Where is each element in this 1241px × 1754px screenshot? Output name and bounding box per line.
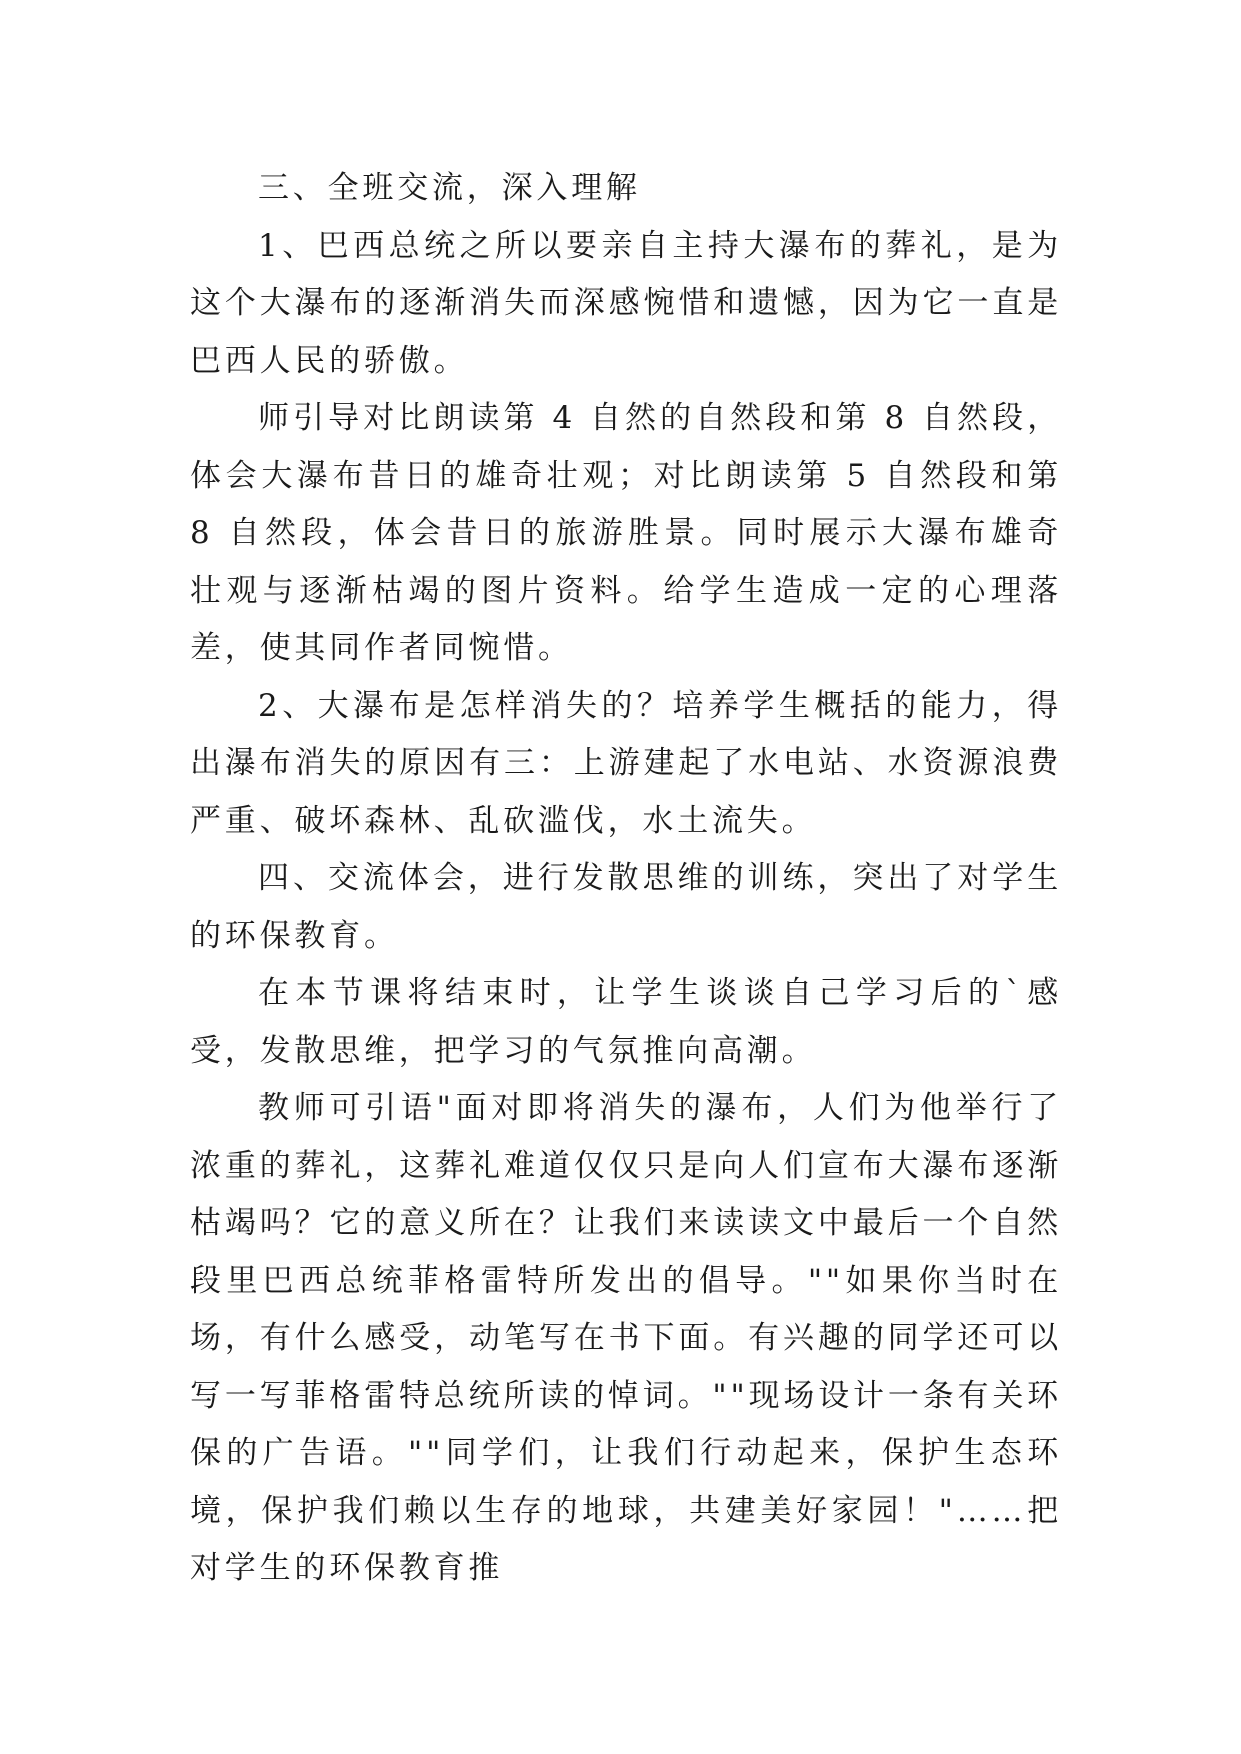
paragraph-class-ending: 在本节课将结束时，让学生谈谈自己学习后的`感受，发散思维，把学习的气氛推向高潮。 [190,975,1062,1069]
document-page [190,160,1062,1598]
paragraph-point-2: 2、大瀑布是怎样消失的？培养学生概括的能力，得出瀑布消失的原因有三：上游建起了水电站、水资源浪费严重、破坏森林、乱砍滥伐，水土流失。 [190,687,1062,839]
section-heading-four: 四、交流体会，进行发散思维的训练，突出了对学生的环保教育。 [190,860,1062,954]
section-heading-three: 三、全班交流，深入理解 [258,170,641,206]
paragraph-teacher-prompt: 教师可引语"面对即将消失的瀑布，人们为他举行了浓重的葬礼，这葬礼难道仅仅只是向人们宣布大瀑布逐渐枯竭吗？它的意义所在？让我们来读读文中最后一个自然段里巴西总统菲格雷特所发出的倡导。""如果你当时在场，有什么感受，动笔写在书下面。有兴趣的同学还可以写一写菲格雷特总统所读的悼词。""现场设计一条有关环保的广告语。""同学们，让我们行动起来，保护生态环境，保护我们赖以生存的地球，共建美好家园！"……把对学生的环保教育推 [190,1090,1062,1586]
paragraph-teacher-guide: 师引导对比朗读第 4 自然的自然段和第 8 自然段，体会大瀑布昔日的雄奇壮观；对比朗读第 5 自然段和第 8 自然段，体会昔日的旅游胜景。同时展示大瀑布雄奇壮观与逐渐枯竭的图片资料。给学生造成一定的心理落差，使其同作者同惋惜。 [190,400,1062,666]
paragraph-point-1: 1、巴西总统之所以要亲自主持大瀑布的葬礼，是为这个大瀑布的逐渐消失而深感惋惜和遗憾，因为它一直是巴西人民的骄傲。 [190,227,1062,379]
